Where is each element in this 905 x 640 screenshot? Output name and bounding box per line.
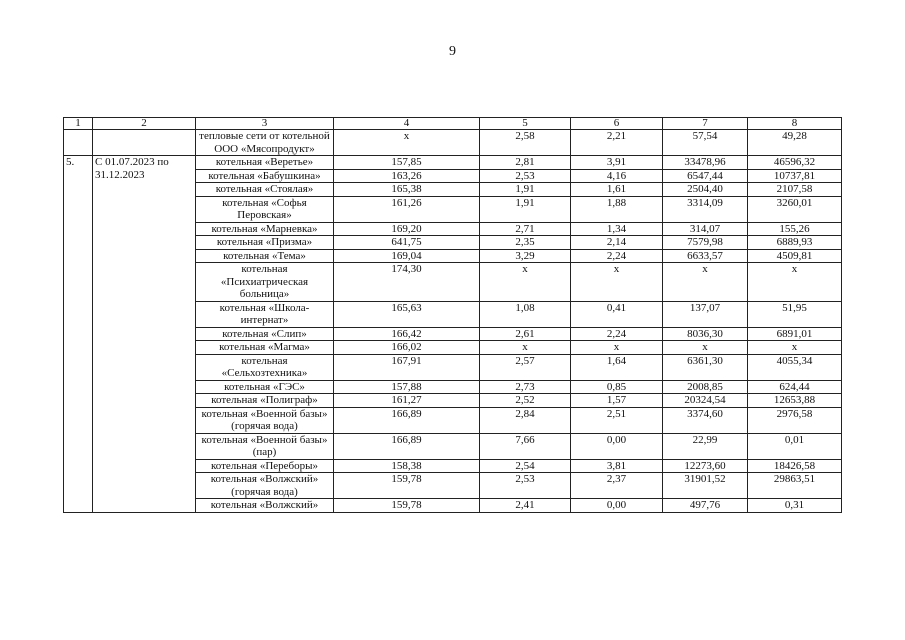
value-cell: 1,64: [571, 354, 663, 380]
value-cell: 22,99: [663, 433, 748, 459]
boiler-name-cell: котельная «Магма»: [196, 341, 334, 355]
value-cell: 167,91: [334, 354, 480, 380]
value-cell: 3,29: [480, 249, 571, 263]
value-cell: x: [571, 263, 663, 302]
value-cell: 2976,58: [748, 407, 842, 433]
row-number-cell: 5.: [64, 156, 93, 513]
boiler-name-cell: котельная «Военной базы» (горячая вода): [196, 407, 334, 433]
value-cell: 33478,96: [663, 156, 748, 170]
value-cell: 3,91: [571, 156, 663, 170]
page-number: 9: [449, 44, 456, 59]
value-cell: 165,63: [334, 301, 480, 327]
value-cell: 0,01: [748, 433, 842, 459]
value-cell: 169,04: [334, 249, 480, 263]
table-row: [64, 156, 842, 170]
boiler-name-cell: котельная «Психиатрическая больница»: [196, 263, 334, 302]
value-cell: 166,02: [334, 341, 480, 355]
boiler-name-cell: котельная «Волжский» (горячая вода): [196, 473, 334, 499]
value-cell: 51,95: [748, 301, 842, 327]
value-cell: 10737,81: [748, 169, 842, 183]
value-cell: 169,20: [334, 222, 480, 236]
value-cell: 157,88: [334, 380, 480, 394]
value-cell: 2,57: [480, 354, 571, 380]
value-cell: 8036,30: [663, 327, 748, 341]
boiler-name-cell: котельная «Веретье»: [196, 156, 334, 170]
boiler-name-cell: котельная «Бабушкина»: [196, 169, 334, 183]
boiler-name-cell: котельная «Военной базы» (пар): [196, 433, 334, 459]
value-cell: 1,91: [480, 183, 571, 197]
value-cell: 0,41: [571, 301, 663, 327]
value-cell: 2,24: [571, 327, 663, 341]
value-cell: 6547,44: [663, 169, 748, 183]
value-cell: 174,30: [334, 263, 480, 302]
value-cell: 159,78: [334, 473, 480, 499]
value-cell: 57,54: [663, 130, 748, 156]
value-cell: 29863,51: [748, 473, 842, 499]
value-cell: 7579,98: [663, 236, 748, 250]
value-cell: x: [334, 130, 480, 156]
value-cell: 2,58: [480, 130, 571, 156]
table-row: [64, 130, 842, 156]
value-cell: 497,76: [663, 499, 748, 513]
boiler-name-cell: котельная «Софья Перовская»: [196, 196, 334, 222]
boiler-name-cell: котельная «Призма»: [196, 236, 334, 250]
value-cell: 0,31: [748, 499, 842, 513]
value-cell: 1,91: [480, 196, 571, 222]
boiler-name-cell: котельная «Слип»: [196, 327, 334, 341]
value-cell: 2,21: [571, 130, 663, 156]
boiler-name-cell: котельная «Волжский»: [196, 499, 334, 513]
value-cell: 1,57: [571, 394, 663, 408]
value-cell: 2,37: [571, 473, 663, 499]
boiler-name-cell: котельная «Сельхозтехника»: [196, 354, 334, 380]
value-cell: 12653,88: [748, 394, 842, 408]
value-cell: 166,89: [334, 433, 480, 459]
value-cell: 2107,58: [748, 183, 842, 197]
value-cell: 2,61: [480, 327, 571, 341]
value-cell: 163,26: [334, 169, 480, 183]
value-cell: 3314,09: [663, 196, 748, 222]
value-cell: 6891,01: [748, 327, 842, 341]
value-cell: 166,42: [334, 327, 480, 341]
boiler-name-cell: котельная «ГЭС»: [196, 380, 334, 394]
value-cell: 4,16: [571, 169, 663, 183]
value-cell: 2,54: [480, 459, 571, 473]
value-cell: x: [748, 341, 842, 355]
value-cell: x: [663, 263, 748, 302]
value-cell: 1,88: [571, 196, 663, 222]
value-cell: 2,84: [480, 407, 571, 433]
value-cell: 2,14: [571, 236, 663, 250]
value-cell: 155,26: [748, 222, 842, 236]
value-cell: 314,07: [663, 222, 748, 236]
value-cell: 158,38: [334, 459, 480, 473]
value-cell: x: [748, 263, 842, 302]
value-cell: 1,61: [571, 183, 663, 197]
column-header: 2: [93, 118, 196, 130]
value-cell: x: [663, 341, 748, 355]
value-cell: 161,27: [334, 394, 480, 408]
column-header: 5: [480, 118, 571, 130]
value-cell: x: [480, 263, 571, 302]
value-cell: 4055,34: [748, 354, 842, 380]
column-header: 4: [334, 118, 480, 130]
column-header: 3: [196, 118, 334, 130]
value-cell: 2,53: [480, 169, 571, 183]
boiler-name-cell: котельная «Тема»: [196, 249, 334, 263]
value-cell: 3374,60: [663, 407, 748, 433]
value-cell: 1,34: [571, 222, 663, 236]
value-cell: 12273,60: [663, 459, 748, 473]
value-cell: 624,44: [748, 380, 842, 394]
value-cell: 0,00: [571, 499, 663, 513]
column-header: 1: [64, 118, 93, 130]
boiler-name-cell: котельная «Школа-интернат»: [196, 301, 334, 327]
boiler-name-cell: котельная «Полиграф»: [196, 394, 334, 408]
value-cell: 31901,52: [663, 473, 748, 499]
value-cell: x: [480, 341, 571, 355]
value-cell: 137,07: [663, 301, 748, 327]
column-header: 7: [663, 118, 748, 130]
boiler-name-cell: котельная «Переборы»: [196, 459, 334, 473]
value-cell: 641,75: [334, 236, 480, 250]
value-cell: 0,00: [571, 433, 663, 459]
value-cell: 2,71: [480, 222, 571, 236]
value-cell: 161,26: [334, 196, 480, 222]
value-cell: 46596,32: [748, 156, 842, 170]
value-cell: 2,52: [480, 394, 571, 408]
tariff-table: [63, 117, 842, 513]
row-number-cell: [64, 130, 93, 156]
boiler-name-cell: котельная «Марневка»: [196, 222, 334, 236]
value-cell: 2008,85: [663, 380, 748, 394]
column-header: 8: [748, 118, 842, 130]
period-cell: [93, 130, 196, 156]
value-cell: 6889,93: [748, 236, 842, 250]
value-cell: 2,24: [571, 249, 663, 263]
value-cell: 20324,54: [663, 394, 748, 408]
boiler-name-cell: котельная «Стоялая»: [196, 183, 334, 197]
value-cell: 2,41: [480, 499, 571, 513]
value-cell: 3,81: [571, 459, 663, 473]
value-cell: 1,08: [480, 301, 571, 327]
value-cell: 165,38: [334, 183, 480, 197]
value-cell: 2,51: [571, 407, 663, 433]
value-cell: 49,28: [748, 130, 842, 156]
value-cell: 0,85: [571, 380, 663, 394]
value-cell: 18426,58: [748, 459, 842, 473]
column-header: 6: [571, 118, 663, 130]
value-cell: 2504,40: [663, 183, 748, 197]
value-cell: 6633,57: [663, 249, 748, 263]
value-cell: 2,81: [480, 156, 571, 170]
value-cell: 2,35: [480, 236, 571, 250]
value-cell: 159,78: [334, 499, 480, 513]
value-cell: 166,89: [334, 407, 480, 433]
value-cell: 3260,01: [748, 196, 842, 222]
period-cell: С 01.07.2023 по 31.12.2023: [93, 156, 196, 513]
value-cell: 2,53: [480, 473, 571, 499]
value-cell: 7,66: [480, 433, 571, 459]
value-cell: 6361,30: [663, 354, 748, 380]
value-cell: 157,85: [334, 156, 480, 170]
value-cell: x: [571, 341, 663, 355]
value-cell: 4509,81: [748, 249, 842, 263]
header-row: [64, 118, 842, 130]
value-cell: 2,73: [480, 380, 571, 394]
boiler-name-cell: тепловые сети от котельной ООО «Мясопродукт»: [196, 130, 334, 156]
